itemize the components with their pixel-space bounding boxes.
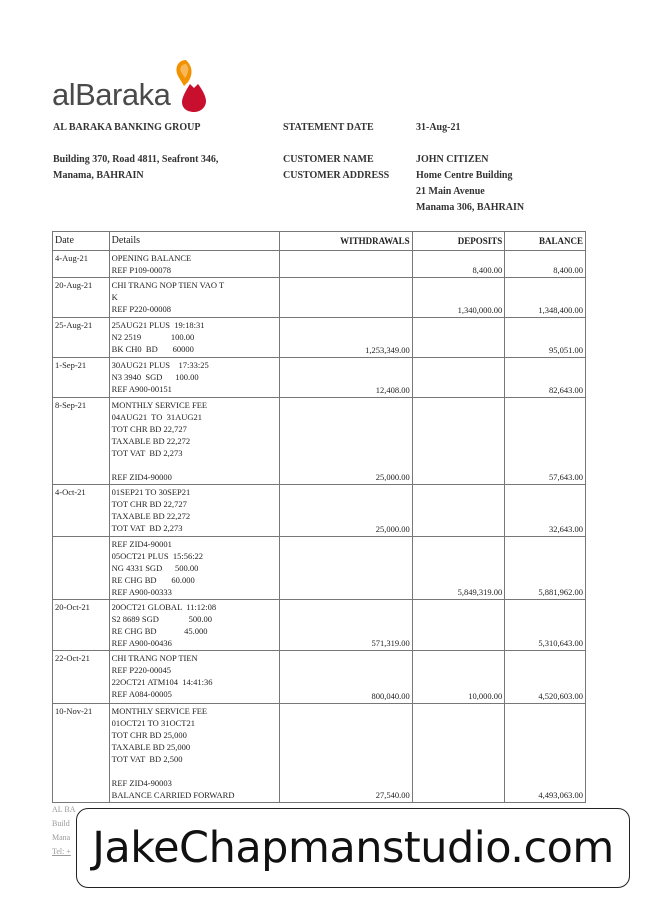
cell-balance: 57,643.00 <box>505 398 586 485</box>
details-line: TOT VAT BD 2,500 <box>111 754 183 764</box>
footer-line: AL BA <box>52 805 76 814</box>
table-row <box>53 278 586 318</box>
details-line: N3 3940 SGD 100.00 <box>111 372 199 382</box>
cell-details <box>109 537 280 600</box>
details-line: 01SEP21 TO 30SEP21 <box>111 487 191 497</box>
table-body <box>53 251 586 803</box>
cell-deposit: 1,340,000.00 <box>412 278 505 318</box>
details-line: K <box>111 292 118 302</box>
cell-date: 25-Aug-21 <box>53 318 110 358</box>
cell-withdrawal <box>280 251 412 278</box>
cell-details <box>109 485 280 537</box>
table-row <box>53 537 586 600</box>
customer-name-label: CUSTOMER NAME <box>283 154 374 165</box>
header-deposits: DEPOSITS <box>412 232 505 251</box>
customer-address-line: 21 Main Avenue <box>416 186 485 197</box>
table-row <box>53 485 586 537</box>
cell-withdrawal <box>280 537 412 600</box>
details-line: REF ZID4-90000 <box>111 472 172 482</box>
details-line: BK CH0 BD 60000 <box>111 344 194 354</box>
details-line: TOT CHR BD 22,727 <box>111 424 187 434</box>
details-line <box>112 459 278 471</box>
cell-deposit: 10,000.00 <box>412 651 505 704</box>
watermark-text: JakeChapmanstudio.com <box>92 823 614 873</box>
albaraka-logo <box>52 56 216 110</box>
table-row <box>53 704 586 803</box>
cell-details <box>109 600 280 651</box>
details-line: N2 2519 100.00 <box>111 332 195 342</box>
statement-date-value: 31-Aug-21 <box>416 122 461 133</box>
details-line: REF P220-00008 <box>111 304 171 314</box>
details-line: MONTHLY SERVICE FEE <box>111 706 208 716</box>
cell-balance: 4,493,063.00 <box>505 704 586 803</box>
table-row <box>53 251 586 278</box>
details-line: MONTHLY SERVICE FEE <box>111 400 208 410</box>
cell-deposit <box>412 600 505 651</box>
details-line: REF A900-00151 <box>111 384 172 394</box>
details-line: 22OCT21 ATM104 14:41:36 <box>111 677 213 687</box>
details-line: REF P220-00045 <box>111 665 171 675</box>
details-line: CHI TRANG NOP TIEN VAO T <box>111 280 225 290</box>
cell-date: 1-Sep-21 <box>53 358 110 398</box>
cell-balance: 82,643.00 <box>505 358 586 398</box>
cell-date: 20-Oct-21 <box>53 600 110 651</box>
details-line: BALANCE CARRIED FORWARD <box>111 790 235 800</box>
details-line: CHI TRANG NOP TIEN <box>111 653 198 663</box>
details-line: REF A900-00333 <box>111 587 172 597</box>
cell-balance: 32,643.00 <box>505 485 586 537</box>
logo-wordmark: alBaraka <box>52 77 171 112</box>
cell-deposit <box>412 318 505 358</box>
table-row <box>53 398 586 485</box>
cell-deposit <box>412 398 505 485</box>
header-date: Date <box>53 232 110 251</box>
logo-drop-icon <box>172 56 216 112</box>
header-withdrawals: WITHDRAWALS <box>280 232 412 251</box>
footer-line: Tel: + <box>52 847 71 856</box>
details-line: TOT CHR BD 22,727 <box>111 499 187 509</box>
cell-deposit: 5,849,319.00 <box>412 537 505 600</box>
cell-deposit <box>412 704 505 803</box>
customer-address-line: Home Centre Building <box>416 170 513 181</box>
details-line: 30AUG21 PLUS 17:33:25 <box>111 360 209 370</box>
details-line: 01OCT21 TO 31OCT21 <box>111 718 195 728</box>
cell-withdrawal: 571,319.00 <box>280 600 412 651</box>
customer-info <box>416 152 524 216</box>
bank-address-line-2: Manama, BAHRAIN <box>53 170 144 181</box>
cell-details <box>109 251 280 278</box>
cell-details <box>109 278 280 318</box>
cell-balance: 8,400.00 <box>505 251 586 278</box>
cell-balance: 4,520,603.00 <box>505 651 586 704</box>
header-details: Details <box>109 232 280 251</box>
details-line: 04AUG21 TO 31AUG21 <box>111 412 203 422</box>
details-line: TAXABLE BD 22,272 <box>111 436 191 446</box>
details-line: TOT CHR BD 25,000 <box>111 730 187 740</box>
cell-details <box>109 704 280 803</box>
details-line: TOT VAT BD 2,273 <box>111 523 183 533</box>
cell-date <box>53 537 110 600</box>
details-line: REF P109-00078 <box>111 265 171 275</box>
table-row <box>53 318 586 358</box>
footer-line: Mana <box>52 833 71 842</box>
cell-date: 4-Oct-21 <box>53 485 110 537</box>
details-line: RE CHG BD 45.000 <box>111 626 208 636</box>
footer-contact <box>52 803 75 859</box>
details-line: TOT VAT BD 2,273 <box>111 448 183 458</box>
header-balance: BALANCE <box>505 232 586 251</box>
cell-withdrawal: 25,000.00 <box>280 398 412 485</box>
bank-address-line-1: Building 370, Road 4811, Seafront 346, <box>53 154 219 165</box>
cell-withdrawal: 27,540.00 <box>280 704 412 803</box>
cell-balance: 1,348,400.00 <box>505 278 586 318</box>
cell-date: 10-Nov-21 <box>53 704 110 803</box>
statement-date-label: STATEMENT DATE <box>283 122 374 133</box>
cell-details <box>109 358 280 398</box>
cell-balance: 5,881,962.00 <box>505 537 586 600</box>
bank-address <box>53 152 218 184</box>
details-line: RE CHG BD 60.000 <box>111 575 195 585</box>
details-line: REF A084-00005 <box>111 689 172 699</box>
cell-date: 8-Sep-21 <box>53 398 110 485</box>
details-line: 05OCT21 PLUS 15:56:22 <box>111 551 204 561</box>
table-header-row <box>53 232 586 251</box>
cell-deposit <box>412 358 505 398</box>
customer-address-line: Manama 306, BAHRAIN <box>416 202 525 213</box>
cell-withdrawal: 12,408.00 <box>280 358 412 398</box>
cell-details <box>109 398 280 485</box>
details-line: NG 4331 SGD 500.00 <box>111 563 199 573</box>
cell-withdrawal: 1,253,349.00 <box>280 318 412 358</box>
details-line: REF ZID4-90003 <box>111 778 172 788</box>
details-line: TAXABLE BD 22,272 <box>111 511 191 521</box>
cell-withdrawal: 25,000.00 <box>280 485 412 537</box>
details-line: OPENING BALANCE <box>111 253 192 263</box>
details-line: REF A900-00436 <box>111 638 172 648</box>
cell-details <box>109 318 280 358</box>
table-row <box>53 600 586 651</box>
table-row <box>53 358 586 398</box>
cell-date: 4-Aug-21 <box>53 251 110 278</box>
customer-labels <box>283 152 389 184</box>
details-line <box>112 765 278 777</box>
customer-address-label: CUSTOMER ADDRESS <box>283 170 390 181</box>
details-line: 20OCT21 GLOBAL 11:12:08 <box>111 602 217 612</box>
watermark-banner <box>76 808 630 888</box>
cell-balance: 95,051.00 <box>505 318 586 358</box>
cell-withdrawal <box>280 278 412 318</box>
table-row <box>53 651 586 704</box>
cell-withdrawal: 800,040.00 <box>280 651 412 704</box>
transactions-table <box>52 231 586 803</box>
cell-details <box>109 651 280 704</box>
cell-balance: 5,310,643.00 <box>505 600 586 651</box>
cell-deposit: 8,400.00 <box>412 251 505 278</box>
details-line: REF ZID4-90001 <box>111 539 172 549</box>
customer-name-value: JOHN CITIZEN <box>416 154 489 165</box>
footer-line: Build <box>52 819 70 828</box>
cell-date: 20-Aug-21 <box>53 278 110 318</box>
details-line: 25AUG21 PLUS 19:18:31 <box>111 320 205 330</box>
cell-date: 22-Oct-21 <box>53 651 110 704</box>
details-line: S2 8689 SGD 500.00 <box>111 614 213 624</box>
details-line: TAXABLE BD 25,000 <box>111 742 191 752</box>
bank-name: AL BARAKA BANKING GROUP <box>53 122 201 133</box>
cell-deposit <box>412 485 505 537</box>
